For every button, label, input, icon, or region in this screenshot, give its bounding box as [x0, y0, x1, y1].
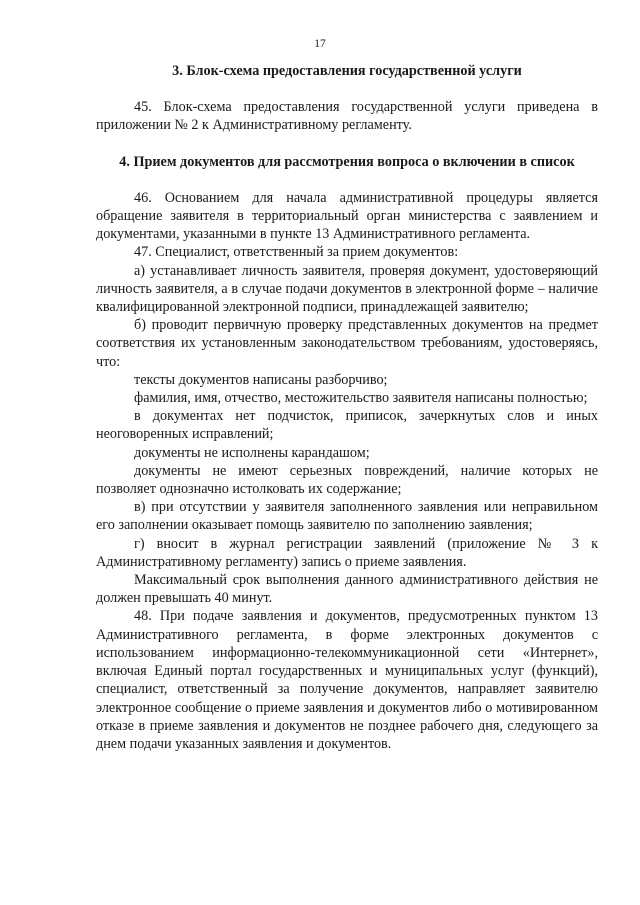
paragraph-47-max-time: Максимальный срок выполнения данного административного действия не должен превышать 40 минут. [96, 572, 598, 607]
paragraph-47-v: в) при отсутствии у заявителя заполненного заявления или неправильном его заполнении оказывает помощь заявителю по заполнению заявления; [96, 499, 598, 534]
paragraph-47-b-item-4: документы не исполнены карандашом; [134, 444, 370, 461]
paragraph-47-b-item-5: документы не имеют серьезных повреждений, наличие которых не позволяет однозначно истолковать их содержание; [96, 462, 598, 498]
page-number: 17 [314, 38, 326, 50]
paragraph-47-b-item-2: фамилия, имя, отчество, местожительство заявителя написаны полностью; [134, 390, 588, 407]
paragraph-48: 48. При подаче заявления и документов, предусмотренных пунктом 13 Административного регламента, в форме электронных документов с использованием информационно-телекоммуникационной сети «Интернет», включая Единый портал государственных и муниципальных услуг (функций), специалист, ответственный за получение документов, направляет заявителю электронное сообщение о приеме заявления и документов либо о мотивированном отказе в приеме заявления и документов не позднее рабочего дня, следующего за днем подачи указанных заявления и документов. [96, 608, 598, 752]
section-3-heading: 3. Блок-схема предоставления государственной услуги [172, 63, 522, 79]
paragraph-45: 45. Блок-схема предоставления государственной услуги приведена в приложении № 2 к Административному регламенту. [96, 99, 598, 134]
paragraph-47-g: г) вносит в журнал регистрации заявлений (приложение № 3 к Административному регламенту) запись о приеме заявления. [96, 535, 598, 570]
paragraph-47: 47. Специалист, ответственный за прием документов: [134, 244, 459, 261]
section-4-heading: 4. Прием документов для рассмотрения вопроса о включении в список [119, 153, 575, 170]
paragraph-47-b-item-3: в документах нет подчисток, приписок, зачеркнутых слов и иных неоговоренных исправлений; [96, 408, 598, 443]
paragraph-47-b-item-1: тексты документов написаны разборчиво; [134, 371, 388, 388]
document-body [96, 62, 598, 753]
paragraph-46: 46. Основанием для начала административной процедуры является обращение заявителя в территориальный орган министерства с заявлением и документами, указанными в пункте 13 Административного регламента. [96, 189, 598, 243]
paragraph-47-b: б) проводит первичную проверку представленных документов на предмет соответствия их установленным законодательством требованиям, удостоверяясь, что: [96, 317, 598, 370]
paragraph-47-a: а) устанавливает личность заявителя, проверяя документ, удостоверяющий личность заявителя, а в случае подачи документов в электронной форме – наличие квалифицированной электронной подписи, принадлежащей заявителю; [96, 262, 598, 316]
